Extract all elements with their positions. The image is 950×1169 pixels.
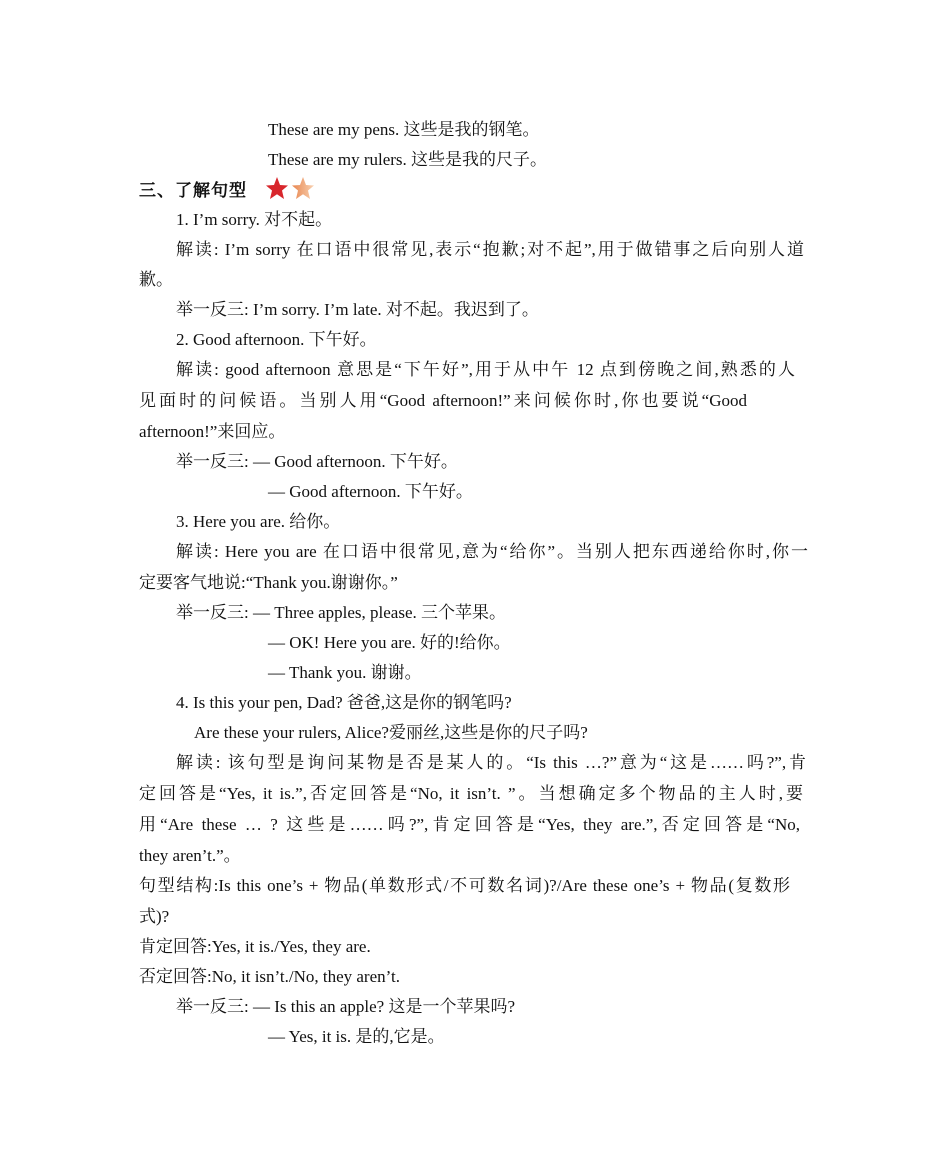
text-line: — Good afternoon. 下午好。 [268,482,473,501]
text-line: 4. Is this your pen, Dad? 爸爸,这是你的钢笔吗? [176,693,512,712]
difficulty-rating [266,176,316,202]
text-line: 3. Here you are. 给你。 [176,512,341,531]
text-line: 定要客气地说:“Thank you.谢谢你。” [139,573,398,592]
text-line: 解读: Here you are 在口语中很常见,意为“给你”。当别人把东西递给你时,你一 [176,542,808,561]
text-line: 句型结构:Is this one’s + 物品(单数形式/不可数名词)?/Are these one’s + 物品(复数形 [139,876,790,895]
text-line: — OK! Here you are. 好的!给你。 [268,633,511,652]
text-line: 肯定回答:Yes, it is./Yes, they are. [139,937,371,956]
text-line: 1. I’m sorry. 对不起。 [176,210,333,229]
text-line: 用“Are these … ? 这些是……吗?”,肯定回答是“Yes, they are.”,否定回答是“No, [139,815,800,834]
text-line: they aren’t.”。 [139,846,241,865]
text-line: 定回答是“Yes, it is.”,否定回答是“No, it isn’t. ”。当想确定多个物品的主人时,要 [139,784,803,803]
section-heading: 三、了解句型 [139,181,247,200]
text-line: — Yes, it is. 是的,它是。 [268,1027,445,1046]
text-line: 否定回答:No, it isn’t./No, they aren’t. [139,967,400,986]
star-full-icon [266,177,288,199]
text-line: 举一反三: I’m sorry. I’m late. 对不起。我迟到了。 [176,300,539,319]
text-line: 举一反三: — Is this an apple? 这是一个苹果吗? [176,997,516,1016]
star-half-icon [292,177,314,199]
text-line: 2. Good afternoon. 下午好。 [176,330,377,349]
text-line: 举一反三: — Three apples, please. 三个苹果。 [176,603,507,622]
text-line: 歉。 [139,270,173,289]
text-line: 解读: 该句型是询问某物是否是某人的。“Is this …?”意为“这是……吗?”,肯 [176,753,806,772]
text-line: — Thank you. 谢谢。 [268,663,422,682]
text-line: 解读: good afternoon 意思是“下午好”,用于从中午 12 点到傍晚之间,熟悉的人 [176,360,795,379]
text-line: These are my rulers. 这些是我的尺子。 [268,150,548,169]
text-line: These are my pens. 这些是我的钢笔。 [268,120,540,139]
text-line: afternoon!”来回应。 [139,422,286,441]
text-line: 举一反三: — Good afternoon. 下午好。 [176,452,458,471]
text-line: 式)? [139,907,170,926]
text-line: 解读: I’m sorry 在口语中很常见,表示“抱歉;对不起”,用于做错事之后向别人道 [176,240,804,259]
text-line: Are these your rulers, Alice?爱丽丝,这些是你的尺子吗? [194,723,588,742]
text-line: 见面时的问候语。当别人用“Good afternoon!”来问候你时,你也要说“Good [139,391,747,410]
